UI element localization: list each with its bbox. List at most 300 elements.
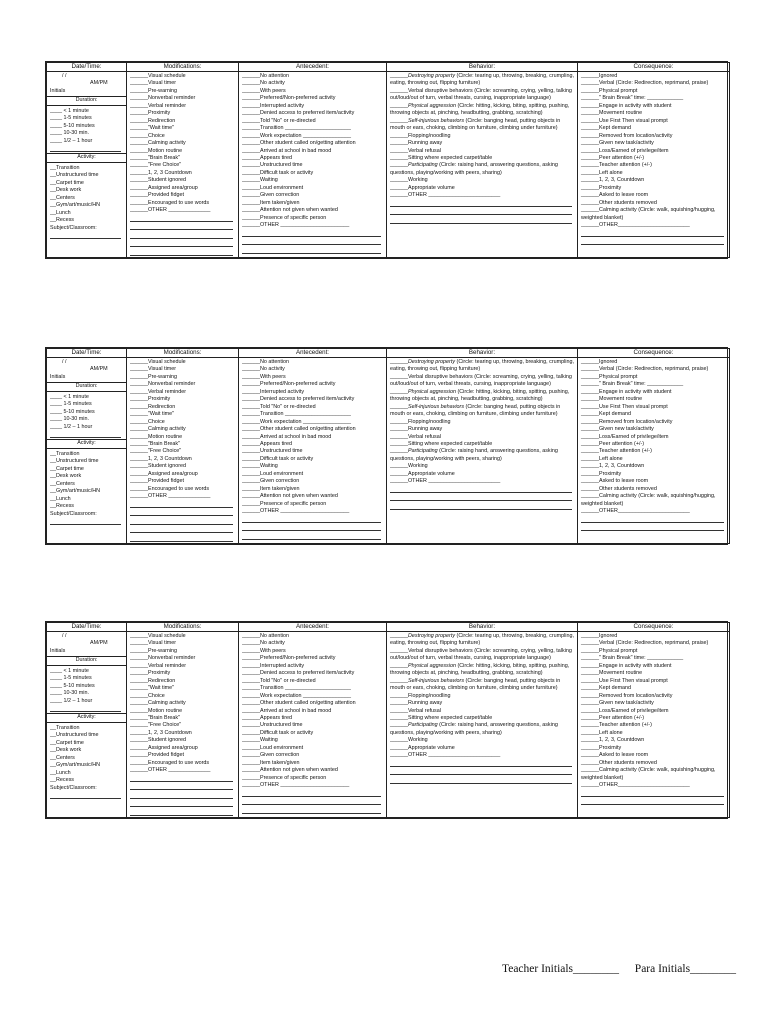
modification-option[interactable]: ______"Brain Break" [130,440,180,447]
consequence-option[interactable]: ______Verbal (Circle: Redirection, reprimand, praise) [581,640,709,647]
activity-option[interactable]: __Gym/art/music/HN [50,762,101,769]
consequence-option[interactable]: ______Given new task/activity [581,700,654,707]
antecedent-option[interactable]: ______No attention [242,359,290,365]
consequence-calming[interactable]: ______Calming activity (Circle: walk, squishing/hugging, weighted blanket) [581,207,716,221]
behavior-option[interactable]: ______OTHER ________________________ [390,478,501,485]
modification-option[interactable]: ______Assigned area/group [130,184,198,191]
blank-line[interactable] [242,806,381,813]
date-field[interactable]: / / [62,633,67,639]
antecedent-option[interactable]: ______Interrupted activity [242,388,305,395]
antecedent-option[interactable]: ______Given correction [242,752,300,759]
duration-option[interactable]: ____ 5-10 minutes [50,682,95,689]
duration-option[interactable]: ____ 1/2 – 1 hour [50,423,93,430]
consequence-option[interactable]: ______Given new task/activity [581,140,654,147]
behavior-participating[interactable]: ______Participating (Circle: raising hand, answering questions, asking questions, playing/working with peers, sharing) [390,448,558,462]
behavior-physical[interactable]: ______Physical aggression (Circle: hitting, kicking, biting, spitting, pushing, throwing objects at, pinching, headbutting, grabbing, scratching) [390,662,570,677]
consequence-option[interactable]: ______Asked to leave room [581,478,649,485]
antecedent-option[interactable]: ______Denied access to preferred item/activity [242,396,355,403]
antecedent-option[interactable]: ______Denied access to preferred item/activity [242,670,355,677]
activity-option[interactable]: __Centers [50,194,75,201]
activity-option[interactable]: __Carpet time [50,739,84,746]
blank-line[interactable] [390,494,572,501]
antecedent-option[interactable]: ______Transition ______________________ [242,685,351,692]
modification-option[interactable]: ______Student ignored [130,463,187,470]
blank-line[interactable] [390,208,572,215]
blank-line[interactable] [130,215,233,222]
consequence-option[interactable]: ______Other students removed [581,759,657,766]
modification-option[interactable]: ______Verbal reminder [130,662,187,669]
consequence-option[interactable]: ______1, 2, 3, Countdown [581,177,645,184]
consequence-option[interactable]: ______Movement routine [581,670,643,677]
consequence-option[interactable]: ______Removed from location/activity [581,692,673,699]
consequence-option[interactable]: ______Engage in activity with student [581,662,672,669]
consequence-option[interactable]: ______Physical prompt [581,373,638,380]
antecedent-option[interactable]: ______No attention [242,73,290,79]
behavior-option[interactable]: ______Flopping/noodling [390,418,451,425]
blank-line[interactable] [390,502,572,509]
modification-option[interactable]: ______"Brain Break" [130,714,180,721]
consequence-option[interactable]: ______" Brain Break" time: ____________ [581,381,684,388]
modification-option[interactable]: ______"Wait time" [130,685,175,692]
consequence-option[interactable]: ______Asked to leave room [581,752,649,759]
antecedent-option[interactable]: ______Told "No" or re-directed [242,677,316,684]
behavior-verbal[interactable]: ______Verbal disruptive behaviors (Circle: screaming, crying, yelling, talking out/loud/out of turn, verbal threats, cursing, inappropriate language) [390,87,572,102]
modification-option[interactable]: ______Choice [130,132,165,139]
consequence-option[interactable]: ______1, 2, 3, Countdown [581,463,645,470]
consequence-option[interactable]: ______Peer attention (+/-) [581,440,645,447]
consequence-option[interactable]: ______Ignored [581,73,618,79]
antecedent-option[interactable]: ______Given correction [242,192,300,199]
antecedent-option[interactable]: ______Unstructured time [242,448,303,455]
antecedent-option[interactable]: ______Waiting [242,177,278,184]
blank-line[interactable] [390,776,572,783]
modification-option[interactable]: ______Visual timer [130,640,177,647]
activity-option[interactable]: __Recess [50,777,74,784]
behavior-option[interactable]: ______Flopping/noodling [390,692,451,699]
blank-line[interactable] [390,216,572,223]
ampm-field[interactable]: AM/PM [90,80,108,87]
antecedent-option[interactable]: ______Presence of specific person [242,500,327,507]
activity-option[interactable]: __Carpet time [50,179,84,186]
behavior-verbal[interactable]: ______Verbal disruptive behaviors (Circle: screaming, crying, yelling, talking out/loud/out of turn, verbal threats, cursing, inappropriate language) [390,373,572,388]
consequence-option[interactable]: ______Other students removed [581,485,657,492]
modification-option[interactable]: ______Provided fidget [130,478,184,485]
consequence-option[interactable]: ______Left alone [581,169,623,176]
activity-option[interactable]: __Lunch [50,769,71,776]
consequence-option[interactable]: ______Movement routine [581,110,643,117]
activity-option[interactable]: __Desk work [50,747,82,754]
consequence-option[interactable]: ______Engage in activity with student [581,102,672,109]
antecedent-option[interactable]: ______OTHER _______________________ [242,508,350,515]
antecedent-option[interactable]: ______OTHER _______________________ [242,222,350,229]
consequence-option[interactable]: ______Kept demand [581,411,632,418]
consequence-option[interactable]: ______" Brain Break" time: ____________ [581,95,684,102]
modification-option[interactable]: ______Visual schedule [130,633,186,639]
consequence-option[interactable]: ______Removed from location/activity [581,132,673,139]
behavior-option[interactable]: ______Running away [390,140,443,147]
modification-option[interactable]: ______Nonverbal reminder [130,655,196,662]
modification-option[interactable]: ______Motion routine [130,707,183,714]
modification-option[interactable]: ______Choice [130,418,165,425]
behavior-option[interactable]: ______Verbal refusal [390,433,441,440]
modification-option[interactable]: ______OTHER ______________ [130,493,211,500]
behavior-participating[interactable]: ______Participating (Circle: raising hand, answering questions, asking questions, playing/working with peers, sharing) [390,162,558,176]
behavior-option[interactable]: ______Running away [390,700,443,707]
antecedent-option[interactable]: ______Unstructured time [242,722,303,729]
blank-line[interactable] [130,240,233,247]
activity-option[interactable]: Subject/Classroom: [50,784,97,791]
blank-line[interactable] [130,509,233,516]
antecedent-option[interactable]: ______Told "No" or re-directed [242,403,316,410]
ampm-field[interactable]: AM/PM [90,366,108,373]
modification-option[interactable]: ______Student ignored [130,177,187,184]
consequence-option[interactable]: ______Left alone [581,455,623,462]
modification-option[interactable]: ______Provided fidget [130,752,184,759]
behavior-verbal[interactable]: ______Verbal disruptive behaviors (Circle: screaming, crying, yelling, talking out/loud/out of turn, verbal threats, cursing, inappropriate language) [390,647,572,662]
behavior-option[interactable]: ______OTHER ________________________ [390,192,501,199]
duration-option[interactable]: ____ < 1 minute [50,107,89,114]
blank-line[interactable] [242,238,381,245]
consequence-option[interactable]: ______Verbal (Circle: Redirection, reprimand, praise) [581,80,709,87]
consequence-option[interactable]: ______Loss/Earned of privilege/item [581,147,669,154]
modification-option[interactable]: ______Verbal reminder [130,102,187,109]
consequence-option[interactable]: ______Teacher attention (+/-) [581,448,652,455]
behavior-option[interactable]: ______Appropriate volume [390,184,455,191]
duration-option[interactable]: ____ 1-5 minutes [50,401,92,408]
antecedent-option[interactable]: ______No activity [242,640,285,647]
blank-line[interactable] [130,517,233,524]
behavior-option[interactable]: ______Sitting where expected carpet/table [390,714,493,721]
antecedent-option[interactable]: ______Preferred/Non-preferred activity [242,655,336,662]
blank-line[interactable] [581,238,724,245]
antecedent-option[interactable]: ______Unstructured time [242,162,303,169]
modification-option[interactable]: ______Motion routine [130,433,183,440]
modification-option[interactable]: ______Encouraged to use words [130,199,210,206]
consequence-option[interactable]: ______Ignored [581,633,618,639]
activity-option[interactable]: Subject/Classroom: [50,510,97,517]
modification-option[interactable]: ______1, 2, 3 Countdown [130,455,192,462]
activity-option[interactable]: __Unstructured time [50,458,99,465]
antecedent-option[interactable]: ______Work expectation ________________ [242,132,352,139]
blank-line[interactable] [581,798,724,805]
blank-line[interactable] [50,431,121,438]
antecedent-option[interactable]: ______Item taken/given [242,485,300,492]
activity-option[interactable]: __Centers [50,480,75,487]
modification-option[interactable]: ______Pre-warning [130,647,178,654]
antecedent-option[interactable]: ______Preferred/Non-preferred activity [242,95,336,102]
consequence-calming[interactable]: ______Calming activity (Circle: walk, squishing/hugging, weighted blanket) [581,493,716,507]
consequence-option[interactable]: ______Proximity [581,470,622,477]
activity-option[interactable]: __Lunch [50,209,71,216]
behavior-destroying[interactable]: ______Destroying property (Circle: tearing up, throwing, breaking, crumpling, eating, throwing out, flipping furniture) [390,359,574,373]
antecedent-option[interactable]: ______Arrived at school in bad mood [242,433,332,440]
antecedent-option[interactable]: ______With peers [242,373,286,380]
antecedent-option[interactable]: ______Work expectation ________________ [242,418,352,425]
blank-line[interactable] [130,791,233,798]
consequence-option[interactable]: ______Use First Then visual prompt [581,403,668,410]
consequence-option[interactable]: ______Teacher attention (+/-) [581,722,652,729]
consequence-option[interactable]: ______Removed from location/activity [581,418,673,425]
consequence-option[interactable]: ______Left alone [581,729,623,736]
consequence-option[interactable]: ______Kept demand [581,125,632,132]
duration-option[interactable]: ____ 5-10 minutes [50,408,95,415]
antecedent-option[interactable]: ______Work expectation ________________ [242,692,352,699]
antecedent-option[interactable]: ______Told "No" or re-directed [242,117,316,124]
consequence-option[interactable]: ______Given new task/activity [581,426,654,433]
antecedent-option[interactable]: ______Loud environment [242,184,304,191]
antecedent-option[interactable]: ______No activity [242,366,285,373]
behavior-physical[interactable]: ______Physical aggression (Circle: hitting, kicking, biting, spitting, pushing, throwing objects at, pinching, headbutting, grabbing, scratching) [390,388,570,403]
modification-option[interactable]: ______Visual schedule [130,73,186,79]
modification-option[interactable]: ______OTHER ______________ [130,207,211,214]
blank-line[interactable] [242,524,381,531]
ampm-field[interactable]: AM/PM [90,640,108,647]
antecedent-option[interactable]: ______With peers [242,87,286,94]
blank-line[interactable] [130,526,233,533]
duration-option[interactable]: ____ 5-10 minutes [50,122,95,129]
behavior-option[interactable]: ______Appropriate volume [390,744,455,751]
behavior-option[interactable]: ______Running away [390,426,443,433]
antecedent-option[interactable]: ______Other student called on/getting attention [242,700,356,707]
consequence-option[interactable]: ______Other students removed [581,199,657,206]
blank-line[interactable] [390,768,572,775]
modification-option[interactable]: ______OTHER ______________ [130,767,211,774]
teacher-initials-label[interactable]: Teacher Initials________ [502,963,620,975]
antecedent-option[interactable]: ______No attention [242,633,290,639]
antecedent-option[interactable]: ______Other student called on/getting attention [242,140,356,147]
blank-line[interactable] [50,705,121,712]
blank-line[interactable] [50,232,121,239]
consequence-other[interactable]: ______OTHER________________________ [581,782,690,789]
antecedent-option[interactable]: ______Waiting [242,463,278,470]
antecedent-option[interactable]: ______Attention not given when wanted [242,207,338,214]
blank-line[interactable] [242,798,381,805]
consequence-option[interactable]: ______Peer attention (+/-) [581,714,645,721]
modification-option[interactable]: ______Calming activity [130,700,186,707]
antecedent-option[interactable]: ______Denied access to preferred item/activity [242,110,355,117]
antecedent-option[interactable]: ______Appears tired [242,440,293,447]
modification-option[interactable]: ______"Free Choice" [130,722,182,729]
consequence-option[interactable]: ______Use First Then visual prompt [581,677,668,684]
blank-line[interactable] [242,790,381,797]
behavior-option[interactable]: ______Working [390,463,428,470]
modification-option[interactable]: ______Visual schedule [130,359,186,365]
blank-line[interactable] [242,230,381,237]
behavior-option[interactable]: ______Flopping/noodling [390,132,451,139]
blank-line[interactable] [130,223,233,230]
blank-line[interactable] [50,792,121,799]
duration-option[interactable]: ____ 1-5 minutes [50,115,92,122]
modification-option[interactable]: ______Visual timer [130,366,177,373]
behavior-physical[interactable]: ______Physical aggression (Circle: hitting, kicking, biting, spitting, pushing, throwing objects at, pinching, headbutting, grabbing, scratching) [390,102,570,117]
consequence-option[interactable]: ______Kept demand [581,685,632,692]
blank-line[interactable] [581,524,724,531]
activity-option[interactable]: __Carpet time [50,465,84,472]
duration-option[interactable]: ____ < 1 minute [50,667,89,674]
antecedent-option[interactable]: ______Loud environment [242,470,304,477]
antecedent-option[interactable]: ______Appears tired [242,714,293,721]
activity-option[interactable]: __Transition [50,164,80,171]
antecedent-option[interactable]: ______Transition ______________________ [242,411,351,418]
behavior-self-injurious[interactable]: ______Self-injurious behaviors (Circle: banging head, putting objects in mouth or ears, choking, climbing on furniture, climbing under furniture) [390,403,561,418]
behavior-participating[interactable]: ______Participating (Circle: raising hand, answering questions, asking questions, playing/working with peers, sharing) [390,722,558,736]
duration-option[interactable]: ____ 1-5 minutes [50,675,92,682]
blank-line[interactable] [130,783,233,790]
consequence-option[interactable]: ______Ignored [581,359,618,365]
modification-option[interactable]: ______Encouraged to use words [130,485,210,492]
behavior-option[interactable]: ______Verbal refusal [390,707,441,714]
modification-option[interactable]: ______Calming activity [130,140,186,147]
duration-option[interactable]: ____ 10-30 min. [50,416,89,423]
behavior-option[interactable]: ______Appropriate volume [390,470,455,477]
behavior-option[interactable]: ______Sitting where expected carpet/table [390,154,493,161]
antecedent-option[interactable]: ______Presence of specific person [242,774,327,781]
behavior-destroying[interactable]: ______Destroying property (Circle: tearing up, throwing, breaking, crumpling, eating, throwing out, flipping furniture) [390,633,574,647]
blank-line[interactable] [50,518,121,525]
behavior-self-injurious[interactable]: ______Self-injurious behaviors (Circle: banging head, putting objects in mouth or ears, choking, climbing on furniture, climbing under furniture) [390,677,561,692]
antecedent-option[interactable]: ______Difficult task or activity [242,729,314,736]
modification-option[interactable]: ______"Wait time" [130,411,175,418]
duration-option[interactable]: ____ 1/2 – 1 hour [50,697,93,704]
consequence-option[interactable]: ______Physical prompt [581,87,638,94]
modification-option[interactable]: ______1, 2, 3 Countdown [130,729,192,736]
activity-option[interactable]: __Desk work [50,187,82,194]
modification-option[interactable]: ______Assigned area/group [130,744,198,751]
duration-option[interactable]: ____ 10-30 min. [50,130,89,137]
antecedent-option[interactable]: ______Preferred/Non-preferred activity [242,381,336,388]
modification-option[interactable]: ______Proximity [130,110,171,117]
antecedent-option[interactable]: ______Given correction [242,478,300,485]
blank-line[interactable] [130,231,233,238]
modification-option[interactable]: ______Proximity [130,396,171,403]
modification-option[interactable]: ______Motion routine [130,147,183,154]
antecedent-option[interactable]: ______Arrived at school in bad mood [242,147,332,154]
blank-line[interactable] [242,246,381,253]
activity-option[interactable]: __Transition [50,724,80,731]
consequence-option[interactable]: ______Asked to leave room [581,192,649,199]
modification-option[interactable]: ______Nonverbal reminder [130,381,196,388]
blank-line[interactable] [242,516,381,523]
modification-option[interactable]: ______Choice [130,692,165,699]
activity-option[interactable]: Subject/Classroom: [50,224,97,231]
modification-option[interactable]: ______Pre-warning [130,373,178,380]
antecedent-option[interactable]: ______Other student called on/getting attention [242,426,356,433]
antecedent-option[interactable]: ______OTHER _______________________ [242,782,350,789]
antecedent-option[interactable]: ______Waiting [242,737,278,744]
blank-line[interactable] [130,248,233,255]
antecedent-option[interactable]: ______With peers [242,647,286,654]
antecedent-option[interactable]: ______Difficult task or activity [242,455,314,462]
behavior-option[interactable]: ______Working [390,737,428,744]
consequence-other[interactable]: ______OTHER________________________ [581,508,690,515]
consequence-option[interactable]: ______Verbal (Circle: Redirection, reprimand, praise) [581,366,709,373]
consequence-option[interactable]: ______Teacher attention (+/-) [581,162,652,169]
blank-line[interactable] [390,760,572,767]
duration-option[interactable]: ____ < 1 minute [50,393,89,400]
consequence-option[interactable]: ______Movement routine [581,396,643,403]
activity-option[interactable]: __Unstructured time [50,172,99,179]
blank-line[interactable] [390,200,572,207]
modification-option[interactable]: ______Proximity [130,670,171,677]
blank-line[interactable] [581,516,724,523]
consequence-option[interactable]: ______Loss/Earned of privilege/item [581,707,669,714]
activity-option[interactable]: __Gym/art/music/HN [50,202,101,209]
activity-option[interactable]: __Lunch [50,495,71,502]
activity-option[interactable]: __Recess [50,503,74,510]
blank-line[interactable] [130,808,233,815]
consequence-option[interactable]: ______Proximity [581,744,622,751]
modification-option[interactable]: ______"Brain Break" [130,154,180,161]
date-field[interactable]: / / [62,359,67,365]
consequence-option[interactable]: ______Physical prompt [581,647,638,654]
modification-option[interactable]: ______Student ignored [130,737,187,744]
antecedent-option[interactable]: ______Difficult task or activity [242,169,314,176]
modification-option[interactable]: ______Verbal reminder [130,388,187,395]
behavior-option[interactable]: ______Working [390,177,428,184]
behavior-option[interactable]: ______OTHER ________________________ [390,752,501,759]
blank-line[interactable] [581,790,724,797]
antecedent-option[interactable]: ______Attention not given when wanted [242,767,338,774]
modification-option[interactable]: ______Calming activity [130,426,186,433]
modification-option[interactable]: ______Pre-warning [130,87,178,94]
antecedent-option[interactable]: ______Transition ______________________ [242,125,351,132]
blank-line[interactable] [242,532,381,539]
blank-line[interactable] [581,230,724,237]
consequence-option[interactable]: ______" Brain Break" time: ____________ [581,655,684,662]
activity-option[interactable]: __Transition [50,450,80,457]
behavior-option[interactable]: ______Verbal refusal [390,147,441,154]
modification-option[interactable]: ______Assigned area/group [130,470,198,477]
antecedent-option[interactable]: ______Interrupted activity [242,102,305,109]
blank-line[interactable] [130,501,233,508]
modification-option[interactable]: ______"Free Choice" [130,448,182,455]
activity-option[interactable]: __Unstructured time [50,732,99,739]
modification-option[interactable]: ______Redirection [130,403,176,410]
modification-option[interactable]: ______Visual timer [130,80,177,87]
consequence-option[interactable]: ______Peer attention (+/-) [581,154,645,161]
consequence-option[interactable]: ______1, 2, 3, Countdown [581,737,645,744]
duration-option[interactable]: ____ 10-30 min. [50,690,89,697]
antecedent-option[interactable]: ______Appears tired [242,154,293,161]
modification-option[interactable]: ______Redirection [130,117,176,124]
para-initials-label[interactable]: Para Initials________ [634,963,737,975]
modification-option[interactable]: ______Encouraged to use words [130,759,210,766]
duration-option[interactable]: ____ 1/2 – 1 hour [50,137,93,144]
consequence-option[interactable]: ______Engage in activity with student [581,388,672,395]
behavior-option[interactable]: ______Sitting where expected carpet/table [390,440,493,447]
activity-option[interactable]: __Centers [50,754,75,761]
blank-line[interactable] [390,486,572,493]
modification-option[interactable]: ______Provided fidget [130,192,184,199]
antecedent-option[interactable]: ______Item taken/given [242,199,300,206]
activity-option[interactable]: __Gym/art/music/HN [50,488,101,495]
modification-option[interactable]: ______"Wait time" [130,125,175,132]
behavior-destroying[interactable]: ______Destroying property (Circle: tearing up, throwing, breaking, crumpling, eating, throwing out, flipping furniture) [390,73,574,87]
antecedent-option[interactable]: ______No activity [242,80,285,87]
consequence-other[interactable]: ______OTHER________________________ [581,222,690,229]
behavior-self-injurious[interactable]: ______Self-injurious behaviors (Circle: banging head, putting objects in mouth or ears, choking, climbing on furniture, climbing under furniture) [390,117,561,132]
blank-line[interactable] [50,145,121,152]
antecedent-option[interactable]: ______Presence of specific person [242,214,327,221]
consequence-calming[interactable]: ______Calming activity (Circle: walk, squishing/hugging, weighted blanket) [581,767,716,781]
consequence-option[interactable]: ______Loss/Earned of privilege/item [581,433,669,440]
modification-option[interactable]: ______1, 2, 3 Countdown [130,169,192,176]
antecedent-option[interactable]: ______Loud environment [242,744,304,751]
antecedent-option[interactable]: ______Item taken/given [242,759,300,766]
activity-option[interactable]: __Desk work [50,473,82,480]
date-field[interactable]: / / [62,73,67,79]
consequence-option[interactable]: ______Proximity [581,184,622,191]
